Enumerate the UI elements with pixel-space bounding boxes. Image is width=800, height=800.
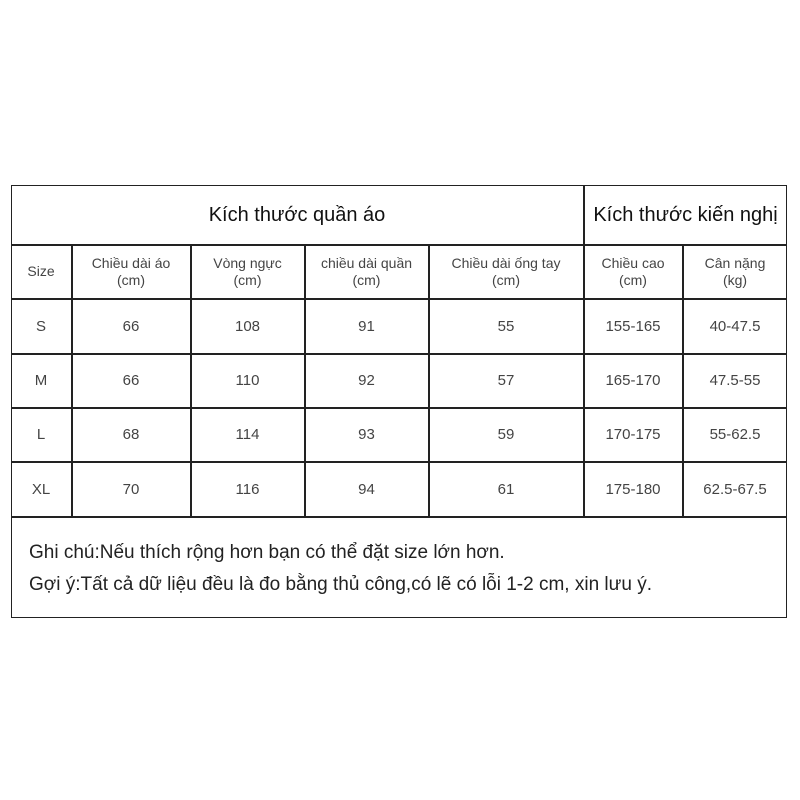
divider: [11, 516, 787, 518]
header-weight: Cân nặng (kg): [704, 254, 766, 288]
cell-shirt-length: 66: [122, 317, 140, 335]
header-chest: Vòng ngực (cm): [213, 254, 282, 288]
cell-sleeve-length: 57: [497, 372, 515, 389]
cell-size: S: [35, 317, 46, 335]
cell-shirt-length: 68: [122, 426, 140, 443]
cell-sleeve-length: 61: [497, 480, 515, 498]
cell-height: 170-175: [605, 426, 661, 443]
cell-weight: 47.5-55: [709, 372, 761, 389]
cell-sleeve-length: 55: [497, 317, 515, 335]
table-title-recommended-size: Kích thước kiến nghị: [593, 203, 778, 226]
cell-size: M: [34, 372, 48, 389]
cell-pants-length: 91: [358, 317, 375, 335]
cell-pants-length: 92: [358, 372, 375, 389]
header-size: Size: [27, 263, 55, 279]
cell-weight: 40-47.5: [709, 317, 761, 335]
cell-shirt-length: 66: [122, 372, 140, 389]
cell-height: 155-165: [605, 317, 661, 335]
cell-height: 175-180: [605, 480, 661, 498]
cell-size: XL: [31, 480, 51, 498]
header-sleeve-length: Chiều dài ống tay (cm): [451, 254, 561, 288]
cell-chest: 114: [235, 426, 260, 443]
notes-section: [29, 537, 652, 601]
cell-weight: 62.5-67.5: [703, 480, 767, 498]
header-shirt-length: Chiều dài áo (cm): [91, 254, 171, 288]
cell-chest: 108: [234, 317, 261, 335]
cell-weight: 55-62.5: [709, 426, 761, 443]
note-line-1: Ghi chú:Nếu thích rộng hơn bạn có thể đặt size lớn hơn.: [29, 542, 505, 563]
header-height: Chiều cao (cm): [601, 254, 665, 288]
table-title-clothing-size: Kích thước quần áo: [208, 203, 386, 226]
cell-pants-length: 93: [358, 426, 375, 443]
cell-height: 165-170: [605, 372, 661, 389]
cell-sleeve-length: 59: [497, 426, 515, 443]
cell-pants-length: 94: [358, 480, 375, 498]
cell-chest: 110: [235, 372, 260, 389]
header-pants-length: chiều dài quần (cm): [320, 254, 413, 288]
cell-chest: 116: [235, 480, 260, 498]
note-line-2: Gợi ý:Tất cả dữ liệu đều là đo bằng thủ công,có lẽ có lỗi 1-2 cm, xin lưu ý.: [29, 574, 652, 595]
cell-shirt-length: 70: [122, 480, 140, 498]
cell-size: L: [36, 426, 46, 443]
